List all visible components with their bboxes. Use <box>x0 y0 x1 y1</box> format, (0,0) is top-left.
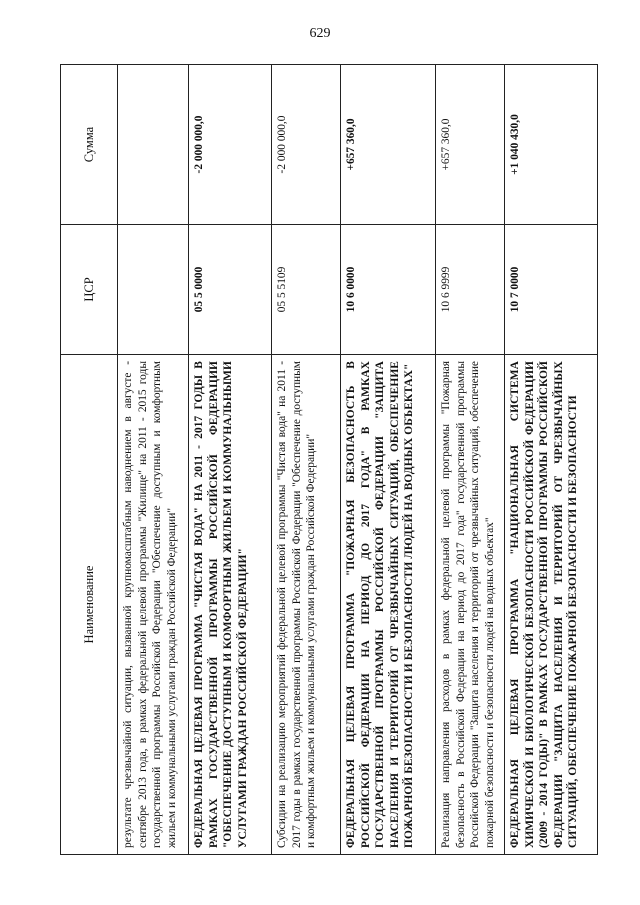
table-row <box>341 65 436 855</box>
row-csr-code <box>118 225 189 355</box>
header-sum: Сумма <box>61 65 118 225</box>
row-csr-code: 10 6 9999 <box>436 225 505 355</box>
header-csr: ЦСР <box>61 225 118 355</box>
table-row <box>505 65 598 855</box>
row-amount: +657 360,0 <box>436 65 505 225</box>
row-csr-code: 10 6 0000 <box>341 225 436 355</box>
header-name: Наименование <box>61 355 118 855</box>
row-amount <box>118 65 189 225</box>
row-csr-code: 05 5 0000 <box>189 225 272 355</box>
row-name: ФЕДЕРАЛЬНАЯ ЦЕЛЕВАЯ ПРОГРАММА "НАЦИОНАЛЬНАЯ СИСТЕМА ХИМИЧЕСКОЙ И БИОЛОГИЧЕСКОЙ БЕЗОПАСНОСТИ РОССИЙСКОЙ ФЕДЕРАЦИИ (2009 - 2014 ГОДЫ)" В РАМКАХ ГОСУДАРСТВЕННОЙ ПРОГРАММЫ РОССИЙСКОЙ ФЕДЕРАЦИИ "ЗАЩИТА НАСЕЛЕНИЯ И ТЕРРИТОРИЙ ОТ ЧРЕЗВЫЧАЙНЫХ СИТУАЦИЙ, ОБЕСПЕЧЕНИЕ ПОЖАРНОЙ БЕЗОПАСНОСТИ И БЕЗОПАСНОСТИ <box>505 355 598 855</box>
row-name: Реализация направления расходов в рамках федеральной целевой программы "Пожарная безопасность в Российской Федерации на период до 2017 года" государственной программы Российской Федерации "Защита населения и территорий от чрезвычайных ситуаций, обеспечение пожарной безопасности и безопасности людей на водных объектах" <box>436 355 505 855</box>
table-row <box>189 65 272 855</box>
row-csr-code: 05 5 5109 <box>272 225 341 355</box>
table-row <box>272 65 341 855</box>
row-name: Субсидии на реализацию мероприятий федеральной целевой программы "Чистая вода" на 2011 - 2017 годы в рамках государственной программы Российской Федерации "Обеспечение доступным и комфортным жильем и коммунальными услугами граждан Российской Федерации" <box>272 355 341 855</box>
row-amount: -2 000 000,0 <box>189 65 272 225</box>
row-name: ФЕДЕРАЛЬНАЯ ЦЕЛЕВАЯ ПРОГРАММА "ЧИСТАЯ ВОДА" НА 2011 - 2017 ГОДЫ В РАМКАХ ГОСУДАРСТВЕННОЙ ПРОГРАММЫ РОССИЙСКОЙ ФЕДЕРАЦИИ "ОБЕСПЕЧЕНИЕ ДОСТУПНЫМ И КОМФОРТНЫМ ЖИЛЬЕМ И КОММУНАЛЬНЫМИ УСЛУГАМИ ГРАЖДАН РОССИЙСКОЙ ФЕДЕРАЦИИ" <box>189 355 272 855</box>
row-name: ФЕДЕРАЛЬНАЯ ЦЕЛЕВАЯ ПРОГРАММА "ПОЖАРНАЯ БЕЗОПАСНОСТЬ В РОССИЙСКОЙ ФЕДЕРАЦИИ НА ПЕРИОД ДО 2017 ГОДА" В РАМКАХ ГОСУДАРСТВЕННОЙ ПРОГРАММЫ РОССИЙСКОЙ ФЕДЕРАЦИИ "ЗАЩИТА НАСЕЛЕНИЯ И ТЕРРИТОРИЙ ОТ ЧРЕЗВЫЧАЙНЫХ СИТУАЦИЙ, ОБЕСПЕЧЕНИЕ ПОЖАРНОЙ БЕЗОПАСНОСТИ И БЕЗОПАСНОСТИ ЛЮДЕЙ НА ВОДНЫХ ОБЪЕКТАХ" <box>341 355 436 855</box>
budget-table <box>60 64 598 855</box>
rotated-page-content <box>60 65 580 855</box>
table-header-row <box>61 65 118 855</box>
row-amount: +1 040 430,0 <box>505 65 598 225</box>
table-row <box>118 65 189 855</box>
table-row <box>436 65 505 855</box>
row-amount: -2 000 000,0 <box>272 65 341 225</box>
row-amount: +657 360,0 <box>341 65 436 225</box>
row-csr-code: 10 7 0000 <box>505 225 598 355</box>
row-name: результате чрезвычайной ситуации, вызванной крупномасштабным наводнением в августе - сентябре 2013 года, в рамках федеральной целевой программы "Жилище" на 2011 - 2015 годы государственной программы Российской Федерации "Обеспечение доступным и комфортным жильем и коммунальными услугами граждан Российской Федерации" <box>118 355 189 855</box>
page-number: 629 <box>309 26 331 41</box>
